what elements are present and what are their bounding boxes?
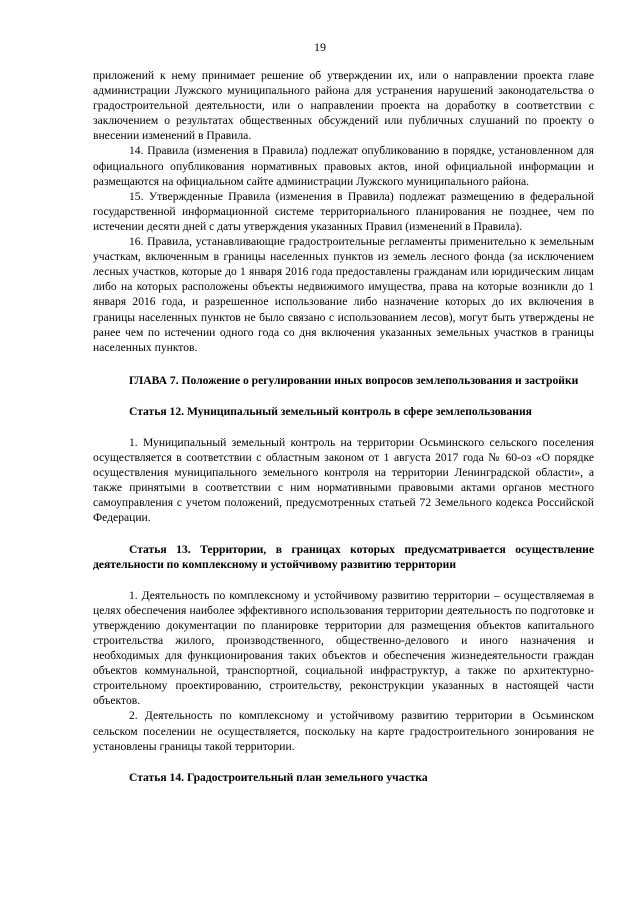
paragraph-15: 15. Утвержденные Правила (изменения в Правила) подлежат размещению в федеральной государственной информационной системе территориального планирования не позднее, чем по истечении десяти дней с даты утверждения указанных Правил (изменений в Правила). [93,189,594,233]
article-12-heading: Статья 12. Муниципальный земельный контроль в сфере землепользования [129,404,532,418]
chapter-7-heading: ГЛАВА 7. Положение о регулировании иных вопросов землепользования и застройки [129,373,579,387]
article-13-paragraph-1: 1. Деятельность по комплексному и устойчивому развитию территории – осуществляемая в целях обеспечения наиболее эффективного использования территории деятельность по подготовке и утверждению документации по планировке территории для размещения объектов капитального строительства жилого, производственного, общественно-делового и иного назначения и необходимых для функционирования таких объектов и обеспечения жизнедеятельности граждан объектов коммунальной, транспортной, социальной инфраструктур, а также по архитектурно-строительному проектированию, строительству, реконструкции указанных в настоящей части объектов. [93,588,594,708]
article-14-heading: Статья 14. Градостроительный план земельного участка [129,770,428,784]
article-13-paragraph-2: 2. Деятельность по комплексному и устойчивому развитию территории в Осьминском сельском поселении не осуществляется, поскольку на карте градостроительного зонирования не установлены границы такой территории. [93,709,594,753]
document-body [93,68,594,785]
paragraph-14: 14. Правила (изменения в Правила) подлежат опубликованию в порядке, установленном для официального опубликования нормативных правовых актов, иной официальной информации и размещаются на официальном сайте администрации Лужского муниципального района. [93,144,594,188]
paragraph-intro: приложений к нему принимает решение об утверждении их, или о направлении проекта главе администрации Лужского муниципального района для устранения нарушений законодательства о градостроительной деятельности, или о направлении проекта на доработку в соответствии с заключением о результатах общественных обсуждений или публичных слушаний по проекту о внесении изменений в Правила. [93,69,594,143]
paragraph-16: 16. Правила, устанавливающие градостроительные регламенты применительно к земельным участкам, включенным в границы населенных пунктов из земель лесного фонда (за исключением лесных участков, которые до 1 января 2016 года предоставлены гражданам или юридическим лицам либо на которых расположены объекты недвижимого имущества, права на которые возникли до 1 января 2016 года, и разрешенное использование либо назначение которых до их включения в границы населенных пунктов не было связано с использованием лесов), могут быть утверждены не ранее чем по истечении одного года со дня включения указанных земельных участков в границы населенных пунктов. [93,235,594,354]
article-12-paragraph-1: 1. Муниципальный земельный контроль на территории Осьминского сельского поселения осуществляется в соответствии с областным законом от 1 августа 2017 года № 60-оз «О порядке осуществления муниципального земельного контроля на территории Ленинградской области», а также принятыми в соответствии с ним нормативными правовыми актами органов местного самоуправления с учетом положений, предусмотренных статьей 72 Земельного кодекса Российской Федерации. [93,435,594,525]
page-number: 19 [314,40,326,54]
article-13-heading: Статья 13. Территории, в границах которых предусматривается осуществление деятельности по комплексному и устойчивому развитию территории [93,542,594,571]
